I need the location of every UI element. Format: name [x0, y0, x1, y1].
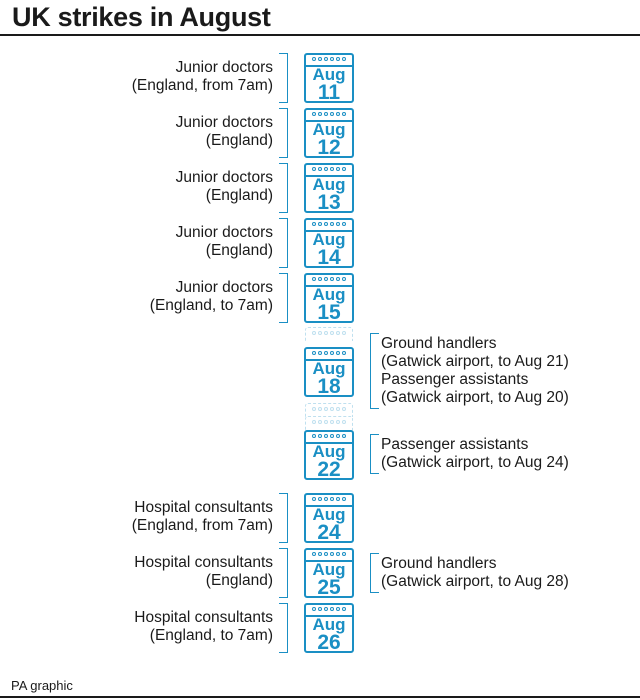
label-line: Hospital consultants [134, 554, 273, 571]
calendar-icon [304, 273, 354, 323]
calendar-icon [304, 603, 354, 653]
binder-rings [306, 552, 352, 559]
calendar-day: 11 [317, 81, 341, 104]
faded-calendar-icon [305, 327, 353, 341]
label-line: (England) [205, 187, 273, 204]
calendar-month: Aug [312, 120, 346, 139]
calendar-icon [304, 430, 354, 480]
strike-label-right [381, 436, 636, 472]
strike-label-right [381, 335, 636, 407]
label-line: Junior doctors [175, 169, 273, 186]
strike-label-left [33, 279, 273, 315]
calendar-icon [304, 493, 354, 543]
calendar-day: 25 [317, 576, 341, 599]
calendar-day: 24 [317, 521, 341, 544]
label-line: Junior doctors [175, 114, 273, 131]
bracket-left [279, 273, 288, 323]
faded-calendar-icon [305, 416, 353, 430]
label-line: Passenger assistants [381, 371, 529, 388]
faded-calendar-icon [305, 403, 353, 417]
label-line: (England) [205, 572, 273, 589]
strike-label-left [33, 499, 273, 535]
calendar-icon [304, 218, 354, 268]
calendar-day: 18 [317, 375, 341, 398]
label-line: (Gatwick airport, to Aug 21) [381, 353, 569, 370]
calendar-day: 12 [317, 136, 341, 159]
label-line: (England, to 7am) [149, 627, 273, 644]
binder-rings [306, 222, 352, 229]
calendar-day: 26 [317, 631, 341, 654]
bracket-left [279, 493, 288, 543]
label-line: (England) [205, 132, 273, 149]
bracket-left [279, 53, 288, 103]
binder-rings [306, 434, 352, 441]
label-line: Hospital consultants [134, 609, 273, 626]
label-line: (England) [205, 242, 273, 259]
calendar-month: Aug [312, 615, 346, 634]
bracket-right [370, 434, 379, 474]
strike-label-left [33, 114, 273, 150]
calendar-month: Aug [312, 505, 346, 524]
label-line: (Gatwick airport, to Aug 20) [381, 389, 569, 406]
calendar-month: Aug [312, 230, 346, 249]
title-divider [0, 34, 640, 36]
label-line: (Gatwick airport, to Aug 28) [381, 573, 569, 590]
bracket-right [370, 333, 379, 409]
label-line: Passenger assistants [381, 436, 529, 453]
label-line: Junior doctors [175, 279, 273, 296]
calendar-icon [304, 347, 354, 397]
calendar-month: Aug [312, 560, 346, 579]
binder-rings [306, 112, 352, 119]
binder-rings [306, 607, 352, 614]
source-credit: PA graphic [11, 678, 73, 693]
label-line: Ground handlers [381, 335, 497, 352]
binder-rings [306, 57, 352, 64]
bracket-left [279, 548, 288, 598]
binder-rings [306, 277, 352, 284]
label-line: (England, from 7am) [131, 77, 273, 94]
calendar-icon [304, 53, 354, 103]
calendar-day: 15 [317, 301, 341, 324]
strike-label-right [381, 555, 636, 591]
label-line: (England, from 7am) [131, 517, 273, 534]
bracket-left [279, 163, 288, 213]
binder-rings [306, 497, 352, 504]
bracket-left [279, 218, 288, 268]
calendar-month: Aug [312, 285, 346, 304]
footer-divider [0, 696, 640, 698]
label-line: (Gatwick airport, to Aug 24) [381, 454, 569, 471]
strike-label-left [33, 59, 273, 95]
calendar-day: 13 [317, 191, 341, 214]
calendar-month: Aug [312, 359, 346, 378]
strike-label-left [33, 169, 273, 205]
label-line: Hospital consultants [134, 499, 273, 516]
label-line: Junior doctors [175, 59, 273, 76]
strike-label-left [33, 224, 273, 260]
calendar-month: Aug [312, 175, 346, 194]
calendar-day: 22 [317, 458, 341, 481]
strike-label-left [33, 554, 273, 590]
label-line: (England, to 7am) [149, 297, 273, 314]
bracket-left [279, 108, 288, 158]
strike-label-left [33, 609, 273, 645]
bracket-left [279, 603, 288, 653]
label-line: Junior doctors [175, 224, 273, 241]
binder-rings [306, 167, 352, 174]
calendar-day: 14 [317, 246, 341, 269]
calendar-icon [304, 163, 354, 213]
calendar-icon [304, 548, 354, 598]
calendar-icon [304, 108, 354, 158]
binder-rings [306, 351, 352, 358]
bracket-right [370, 553, 379, 593]
label-line: Ground handlers [381, 555, 497, 572]
calendar-month: Aug [312, 65, 346, 84]
calendar-month: Aug [312, 442, 346, 461]
page-title: UK strikes in August [12, 2, 271, 32]
